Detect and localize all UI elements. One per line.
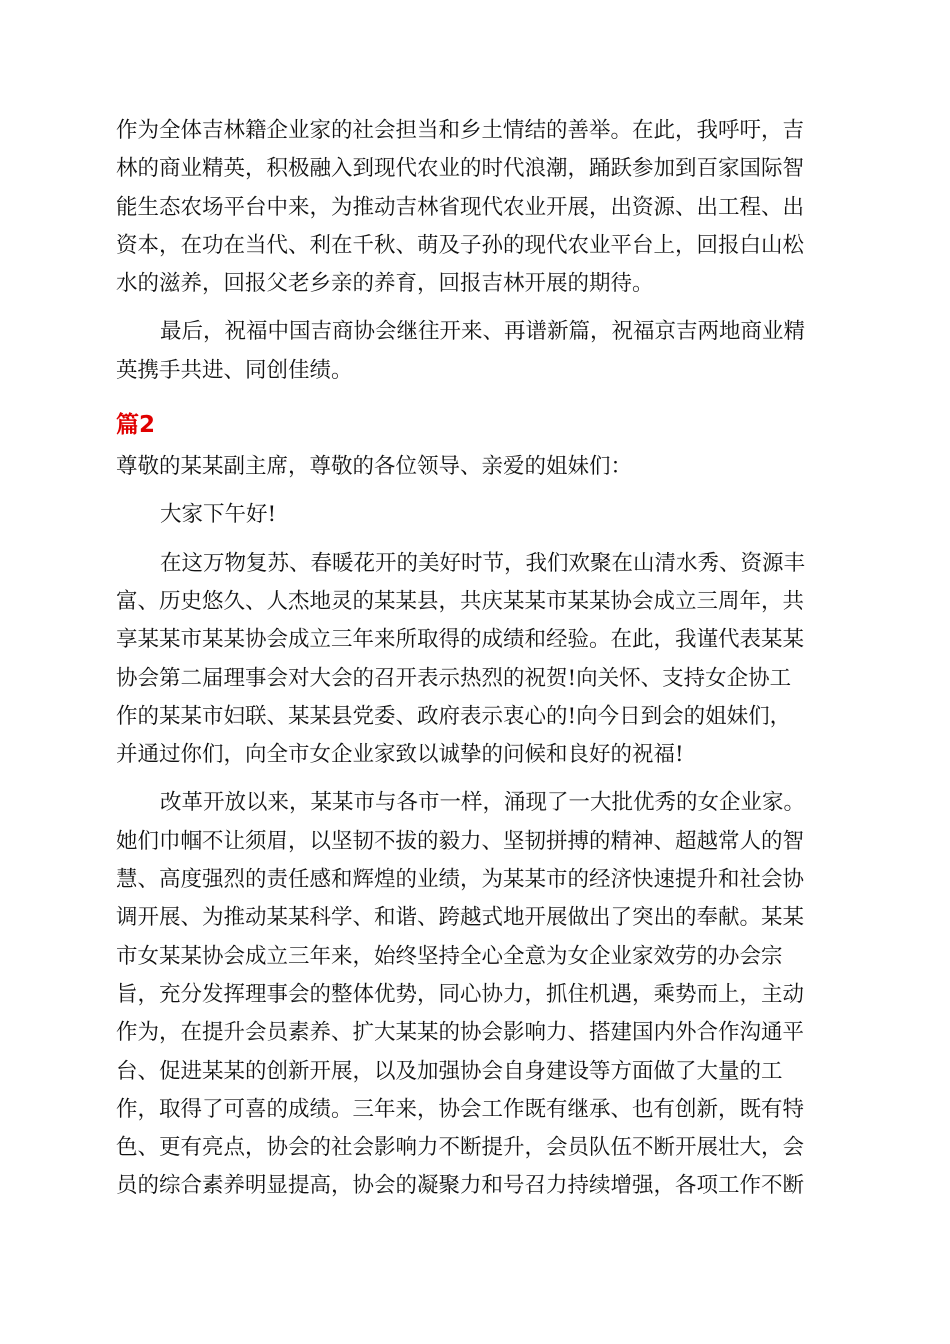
text-line: 作为，在提升会员素养、扩大某某的协会影响力、搭建国内外合作沟通平 <box>116 1020 805 1046</box>
text-line: 台、促进某某的创新开展，以及加强协会自身建设等方面做了大量的工 <box>116 1058 783 1084</box>
section-heading: 篇2 <box>116 412 156 439</box>
text-line: 作，取得了可喜的成绩。三年来，协会工作既有继承、也有创新，既有特 <box>116 1096 805 1122</box>
text-line: 尊敬的某某副主席，尊敬的各位领导、亲爱的姐妹们： <box>116 454 633 480</box>
paragraph-jilin-appeal <box>116 112 832 303</box>
paragraph-closing-wishes <box>116 313 832 390</box>
document-body <box>116 112 832 1206</box>
text-line: 协会第二届理事会对大会的召开表示热烈的祝贺!向关怀、支持女企协工 <box>116 665 792 691</box>
text-line: 员的综合素养明显提高，协会的凝聚力和号召力持续增强，各项工作不断 <box>116 1173 805 1199</box>
text-line: 并通过你们，向全市女企业家致以诚挚的问候和良好的祝福! <box>116 742 684 768</box>
text-line: 富、历史悠久、人杰地灵的某某县，共庆某某市某某协会成立三周年，共 <box>116 588 805 614</box>
salutation <box>116 448 832 486</box>
text-line: 在这万物复苏、春暖花开的美好时节，我们欢聚在山清水秀、资源丰 <box>160 550 806 576</box>
text-line: 作的某某市妇联、某某县党委、政府表示衷心的!向今日到会的姐妹们， <box>116 703 792 729</box>
text-line: 市女某某协会成立三年来，始终坚持全心全意为女企业家效劳的办会宗 <box>116 943 783 969</box>
text-line: 享某某市某某协会成立三年来所取得的成绩和经验。在此，我谨代表某某 <box>116 627 805 653</box>
text-line: 旨，充分发挥理事会的整体优势，同心协力，抓住机遇，乘势而上，主动 <box>116 981 805 1007</box>
text-line: 色、更有亮点，协会的社会影响力不断提升，会员队伍不断开展壮大，会 <box>116 1135 805 1161</box>
text-line: 水的滋养，回报父老乡亲的养育，回报吉林开展的期待。 <box>116 271 654 297</box>
text-line: 资本，在功在当代、利在千秋、萌及子孙的现代农业平台上，回报白山松 <box>116 232 805 258</box>
text-line: 调开展、为推动某某科学、和谐、跨越式地开展做出了突出的奉献。某某 <box>116 905 805 931</box>
greeting <box>116 496 832 534</box>
text-line: 大家下午好! <box>160 502 277 528</box>
text-line: 作为全体吉林籍企业家的社会担当和乡土情结的善举。在此，我呼吁，吉 <box>116 118 805 143</box>
text-line: 能生态农场平台中来，为推动吉林省现代农业开展，出资源、出工程、出 <box>116 194 805 220</box>
paragraph-achievements <box>116 784 832 1205</box>
text-line: 改革开放以来，某某市与各市一样，涌现了一大批优秀的女企业家。 <box>160 790 806 816</box>
text-line: 林的商业精英，积极融入到现代农业的时代浪潮，踊跃参加到百家国际智 <box>116 156 805 182</box>
text-line: 慧、高度强烈的责任感和辉煌的业绩，为某某市的经济快速提升和社会协 <box>116 867 805 893</box>
text-line: 英携手共进、同创佳绩。 <box>116 357 353 383</box>
text-line: 最后，祝福中国吉商协会继往开来、再谱新篇，祝福京吉两地商业精 <box>160 319 806 345</box>
paragraph-anniversary <box>116 545 832 775</box>
text-line: 她们巾帼不让须眉，以坚韧不拔的毅力、坚韧拼搏的精神、超越常人的智 <box>116 828 805 854</box>
